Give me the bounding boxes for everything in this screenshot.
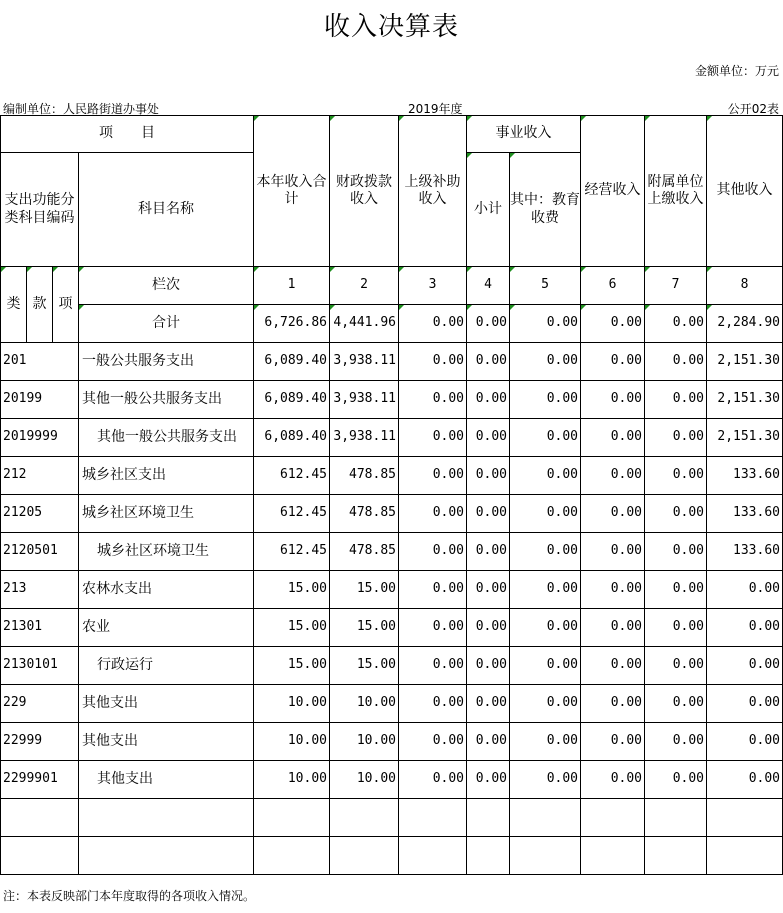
row-code: 2130101: [1, 647, 79, 685]
row-value-cell: 15.00: [330, 647, 399, 685]
header-item: 项 目: [1, 116, 254, 153]
row-value-cell: 0.00: [581, 723, 645, 761]
row-value-cell: 0.00: [399, 533, 467, 571]
col-number: 3: [399, 267, 467, 305]
row-value-cell: 10.00: [254, 761, 330, 799]
empty-cell: [645, 799, 707, 837]
row-value-cell: 0.00: [510, 457, 581, 495]
row-value-cell: 0.00: [645, 495, 707, 533]
table-row: [1, 723, 783, 761]
row-value-cell: 0.00: [581, 381, 645, 419]
empty-cell: [1, 837, 79, 875]
row-code: 213: [1, 571, 79, 609]
empty-cell: [399, 837, 467, 875]
header-kuan: 款: [27, 267, 53, 343]
header-affiliated: 附属单位上缴收入: [645, 116, 707, 267]
row-value-cell: 3,938.11: [330, 381, 399, 419]
col-number: 1: [254, 267, 330, 305]
row-value-cell: 0.00: [510, 571, 581, 609]
total-cell: 0.00: [467, 305, 510, 343]
row-value-cell: 0.00: [645, 419, 707, 457]
empty-cell: [254, 799, 330, 837]
empty-cell: [330, 837, 399, 875]
row-value-cell: 0.00: [581, 533, 645, 571]
row-value-cell: 0.00: [467, 533, 510, 571]
row-value-cell: 0.00: [467, 723, 510, 761]
row-subject-name: 一般公共服务支出: [79, 343, 254, 381]
row-value-cell: 0.00: [645, 381, 707, 419]
row-value-cell: 15.00: [254, 647, 330, 685]
footnote: 注：本表反映部门本年度取得的各项收入情况。: [3, 889, 256, 903]
row-value-cell: 612.45: [254, 533, 330, 571]
row-value-cell: 15.00: [254, 609, 330, 647]
total-cell: 0.00: [510, 305, 581, 343]
col-number: 8: [707, 267, 783, 305]
row-value-cell: 10.00: [254, 685, 330, 723]
row-value-cell: 0.00: [645, 761, 707, 799]
table-row: [1, 609, 783, 647]
row-value-cell: 0.00: [467, 495, 510, 533]
empty-cell: [581, 799, 645, 837]
empty-cell: [399, 799, 467, 837]
row-value-cell: 0.00: [399, 609, 467, 647]
row-value-cell: 0.00: [399, 685, 467, 723]
empty-cell: [707, 837, 783, 875]
row-value-cell: 0.00: [510, 609, 581, 647]
row-value-cell: 10.00: [254, 723, 330, 761]
row-value-cell: 0.00: [645, 685, 707, 723]
empty-cell: [581, 837, 645, 875]
row-value-cell: 478.85: [330, 495, 399, 533]
row-subject-name: 其他一般公共服务支出: [79, 381, 254, 419]
row-value-cell: 0.00: [467, 419, 510, 457]
empty-row: [1, 799, 783, 837]
col-number: 2: [330, 267, 399, 305]
row-value-cell: 0.00: [645, 571, 707, 609]
row-value-cell: 0.00: [399, 419, 467, 457]
row-value-cell: 0.00: [581, 685, 645, 723]
row-subject-name: 农业: [79, 609, 254, 647]
row-code: 212: [1, 457, 79, 495]
row-subject-name: 其他支出: [79, 723, 254, 761]
row-value-cell: 15.00: [330, 571, 399, 609]
row-value-cell: 0.00: [581, 419, 645, 457]
header-xiang: 项: [53, 267, 79, 343]
row-value-cell: 0.00: [399, 495, 467, 533]
table-row: [1, 457, 783, 495]
row-value-cell: 133.60: [707, 457, 783, 495]
table-number: 公开02表: [727, 102, 779, 116]
row-value-cell: 133.60: [707, 533, 783, 571]
header-subtotal: 小计: [467, 153, 510, 267]
row-value-cell: 0.00: [467, 343, 510, 381]
col-number: 7: [645, 267, 707, 305]
row-value-cell: 0.00: [399, 761, 467, 799]
total-cell: 4,441.96: [330, 305, 399, 343]
header-superior: 上级补助收入: [399, 116, 467, 267]
total-cell: 6,726.86: [254, 305, 330, 343]
reporting-unit: 编制单位：人民路街道办事处: [3, 102, 160, 116]
total-cell: 0.00: [581, 305, 645, 343]
header-func-code: 支出功能分类科目编码: [1, 153, 79, 267]
row-value-cell: 0.00: [581, 343, 645, 381]
row-value-cell: 0.00: [510, 723, 581, 761]
row-code: 20199: [1, 381, 79, 419]
income-table: [0, 115, 783, 875]
row-value-cell: 10.00: [330, 761, 399, 799]
empty-row: [1, 837, 783, 875]
row-value-cell: 6,089.40: [254, 419, 330, 457]
header-operating: 经营收入: [581, 116, 645, 267]
table-row: [1, 761, 783, 799]
row-value-cell: 0.00: [510, 685, 581, 723]
row-code: 2299901: [1, 761, 79, 799]
row-value-cell: 2,151.30: [707, 419, 783, 457]
empty-cell: [330, 799, 399, 837]
row-value-cell: 0.00: [467, 457, 510, 495]
row-value-cell: 15.00: [330, 609, 399, 647]
header-other: 其他收入: [707, 116, 783, 267]
row-value-cell: 0.00: [581, 761, 645, 799]
row-value-cell: 0.00: [467, 761, 510, 799]
header-lei: 类: [1, 267, 27, 343]
row-value-cell: 0.00: [581, 495, 645, 533]
row-value-cell: 0.00: [645, 343, 707, 381]
fiscal-year: 2019年度: [408, 102, 463, 116]
empty-cell: [510, 837, 581, 875]
row-code: 201: [1, 343, 79, 381]
row-subject-name: 城乡社区环境卫生: [79, 533, 254, 571]
row-value-cell: 0.00: [707, 647, 783, 685]
row-value-cell: 0.00: [467, 381, 510, 419]
row-value-cell: 2,151.30: [707, 381, 783, 419]
row-code: 2019999: [1, 419, 79, 457]
row-value-cell: 0.00: [467, 647, 510, 685]
row-value-cell: 133.60: [707, 495, 783, 533]
row-value-cell: 3,938.11: [330, 419, 399, 457]
empty-cell: [645, 837, 707, 875]
page-title: 收入决算表: [323, 12, 459, 42]
row-value-cell: 0.00: [645, 647, 707, 685]
row-value-cell: 0.00: [645, 723, 707, 761]
row-value-cell: 10.00: [330, 685, 399, 723]
empty-cell: [79, 837, 254, 875]
row-code: 229: [1, 685, 79, 723]
header-education: 其中：教育收费: [510, 153, 581, 267]
empty-cell: [467, 837, 510, 875]
table-row: [1, 533, 783, 571]
row-value-cell: 3,938.11: [330, 343, 399, 381]
row-subject-name: 行政运行: [79, 647, 254, 685]
empty-cell: [1, 799, 79, 837]
row-value-cell: 0.00: [510, 495, 581, 533]
header-subject-name: 科目名称: [79, 153, 254, 267]
header-fiscal: 财政拨款收入: [330, 116, 399, 267]
row-value-cell: 10.00: [330, 723, 399, 761]
row-value-cell: 0.00: [707, 571, 783, 609]
total-cell: 0.00: [399, 305, 467, 343]
table-row: [1, 419, 783, 457]
total-cell: 2,284.90: [707, 305, 783, 343]
row-value-cell: 0.00: [399, 343, 467, 381]
row-value-cell: 0.00: [510, 381, 581, 419]
row-subject-name: 农林水支出: [79, 571, 254, 609]
row-value-cell: 0.00: [399, 457, 467, 495]
total-cell: 0.00: [645, 305, 707, 343]
row-subject-name: 其他支出: [79, 685, 254, 723]
row-code: 21205: [1, 495, 79, 533]
row-value-cell: 0.00: [707, 685, 783, 723]
empty-cell: [467, 799, 510, 837]
table-row: [1, 381, 783, 419]
row-value-cell: 0.00: [399, 723, 467, 761]
row-code: 2120501: [1, 533, 79, 571]
col-number: 4: [467, 267, 510, 305]
row-value-cell: 478.85: [330, 533, 399, 571]
col-number: 5: [510, 267, 581, 305]
row-value-cell: 0.00: [510, 419, 581, 457]
row-value-cell: 0.00: [645, 457, 707, 495]
row-value-cell: 0.00: [581, 609, 645, 647]
row-value-cell: 0.00: [467, 685, 510, 723]
row-value-cell: 612.45: [254, 495, 330, 533]
row-value-cell: 612.45: [254, 457, 330, 495]
row-value-cell: 0.00: [510, 761, 581, 799]
row-value-cell: 0.00: [467, 571, 510, 609]
row-value-cell: 0.00: [581, 647, 645, 685]
row-value-cell: 0.00: [707, 723, 783, 761]
row-subject-name: 城乡社区环境卫生: [79, 495, 254, 533]
table-row: [1, 343, 783, 381]
row-value-cell: 0.00: [510, 533, 581, 571]
table-row: [1, 647, 783, 685]
col-number: 6: [581, 267, 645, 305]
amount-unit: 金额单位：万元: [694, 64, 779, 78]
table-row: [1, 495, 783, 533]
row-value-cell: 0.00: [399, 571, 467, 609]
row-code: 22999: [1, 723, 79, 761]
total-row: [1, 305, 783, 343]
row-value-cell: 0.00: [399, 647, 467, 685]
row-subject-name: 城乡社区支出: [79, 457, 254, 495]
row-value-cell: 0.00: [645, 533, 707, 571]
row-value-cell: 6,089.40: [254, 343, 330, 381]
row-value-cell: 15.00: [254, 571, 330, 609]
row-value-cell: 478.85: [330, 457, 399, 495]
header-lanci: 栏次: [79, 267, 254, 305]
row-value-cell: 2,151.30: [707, 343, 783, 381]
empty-cell: [254, 837, 330, 875]
row-value-cell: 0.00: [707, 761, 783, 799]
table-row: [1, 685, 783, 723]
row-value-cell: 0.00: [467, 609, 510, 647]
empty-cell: [79, 799, 254, 837]
row-value-cell: 0.00: [645, 609, 707, 647]
empty-cell: [707, 799, 783, 837]
row-value-cell: 0.00: [510, 343, 581, 381]
header-total: 本年收入合计: [254, 116, 330, 267]
table-row: [1, 571, 783, 609]
row-subject-name: 其他一般公共服务支出: [79, 419, 254, 457]
empty-cell: [510, 799, 581, 837]
row-value-cell: 0.00: [581, 571, 645, 609]
row-value-cell: 6,089.40: [254, 381, 330, 419]
row-code: 21301: [1, 609, 79, 647]
row-value-cell: 0.00: [707, 609, 783, 647]
row-value-cell: 0.00: [510, 647, 581, 685]
row-value-cell: 0.00: [581, 457, 645, 495]
header-business: 事业收入: [467, 116, 581, 153]
row-subject-name: 其他支出: [79, 761, 254, 799]
total-label: 合计: [79, 305, 254, 343]
row-value-cell: 0.00: [399, 381, 467, 419]
